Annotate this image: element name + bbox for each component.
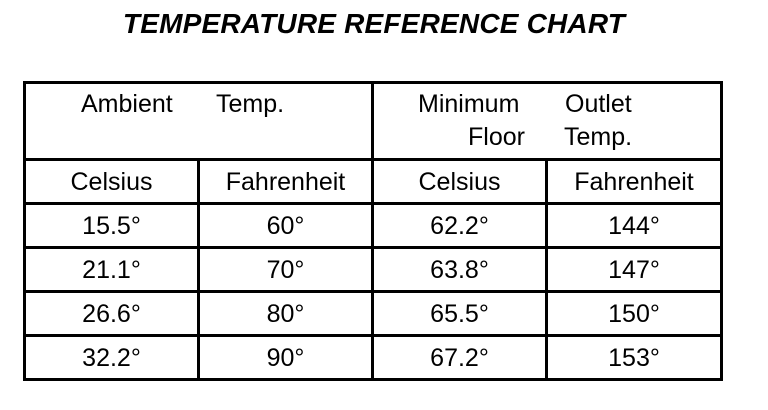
table-cell: 70° (199, 248, 373, 292)
table-cell: 144° (547, 204, 722, 248)
table-cell: 62.2° (373, 204, 547, 248)
outlet-temp-label: Temp. (564, 123, 633, 151)
table-cell: 63.8° (373, 248, 547, 292)
temperature-reference-table (23, 81, 723, 381)
table-cell: 65.5° (373, 292, 547, 336)
table-cell: 67.2° (373, 336, 547, 380)
column-header: Celsius (373, 160, 547, 204)
table-cell: 26.6° (25, 292, 199, 336)
ambient-label: Ambient (81, 90, 173, 118)
ambient-temp-header (25, 83, 373, 160)
table-cell: 60° (199, 204, 373, 248)
table-row (25, 204, 722, 248)
table-cell: 80° (199, 292, 373, 336)
floor-label: Floor (468, 123, 525, 151)
table-row (25, 336, 722, 380)
table-cell: 32.2° (25, 336, 199, 380)
column-header: Fahrenheit (547, 160, 722, 204)
table-cell: 150° (547, 292, 722, 336)
table-cell: 147° (547, 248, 722, 292)
chart-title: TEMPERATURE REFERENCE CHART (122, 8, 626, 39)
outlet-label: Outlet (565, 90, 632, 118)
ambient-temp-label: Temp. (216, 90, 285, 118)
minimum-outlet-floor-temp-header (373, 83, 722, 160)
group-header-row (25, 83, 722, 160)
column-header: Fahrenheit (199, 160, 373, 204)
table-row (25, 292, 722, 336)
minimum-label: Minimum (418, 90, 520, 118)
table-cell: 15.5° (25, 204, 199, 248)
table-cell: 153° (547, 336, 722, 380)
unit-header-row (25, 160, 722, 204)
table-row (25, 248, 722, 292)
table-cell: 21.1° (25, 248, 199, 292)
column-header: Celsius (25, 160, 199, 204)
table-cell: 90° (199, 336, 373, 380)
